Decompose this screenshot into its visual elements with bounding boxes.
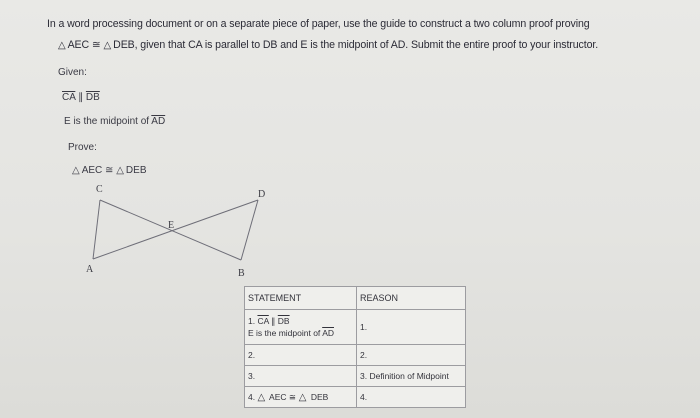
reason-cell-4: 4. — [357, 387, 466, 408]
proof-table — [244, 286, 466, 408]
statement-cell-3: 3. — [245, 366, 357, 387]
midpoint-text: E is the midpoint of — [64, 116, 152, 127]
segment-ca-line — [93, 200, 100, 259]
parallel-symbol: ∥ — [75, 92, 86, 103]
congruent-symbol: ≅ — [288, 391, 297, 402]
statement-header: STATEMENT — [245, 287, 357, 310]
table-row — [245, 366, 466, 387]
triangle-icon: △ — [116, 165, 124, 176]
table-row — [245, 387, 466, 408]
segment-ca: $\overline{CA}$ — [62, 92, 76, 103]
segment-ad: $\overline{AD}$ — [322, 328, 334, 338]
statement-1-midpoint — [248, 327, 353, 339]
given-heading: Given: — [58, 67, 87, 78]
triangle-aec-text: AEC — [81, 165, 103, 176]
instructions-rest-text: DEB, given that CA is parallel to DB and E is the midpoint of AD. Submit the entire proof to your instructor. — [113, 39, 599, 51]
table-row — [245, 310, 466, 345]
congruent-symbol: ≅ — [105, 165, 114, 176]
point-label-e: E — [168, 220, 175, 231]
triangle-icon: △ — [72, 165, 80, 176]
table-row — [245, 345, 466, 366]
table-header-row — [245, 287, 466, 310]
triangle-icon: △ — [58, 40, 66, 51]
reason-cell-2: 2. — [357, 345, 466, 366]
statement-cell-1 — [245, 310, 357, 345]
segment-db: $\overline{DB}$ — [85, 92, 100, 103]
triangle-deb-text: DEB — [308, 391, 329, 402]
point-label-d: D — [258, 189, 266, 200]
parallel-symbol: ∥ — [268, 316, 278, 326]
statement-cell-4 — [245, 387, 357, 408]
point-label-c: C — [96, 184, 103, 195]
midpoint-text: E is the midpoint of — [248, 328, 323, 338]
instructions-line-1: In a word processing document or on a separate piece of paper, use the guide to construct a two column proof proving — [47, 18, 590, 30]
prove-statement — [72, 165, 146, 176]
triangle-icon: △ — [257, 391, 266, 403]
row-number: 4. — [248, 391, 258, 402]
reason-cell-1: 1. — [357, 310, 466, 345]
statement-1-parallel — [248, 315, 353, 327]
instructions-line-2 — [58, 39, 598, 51]
triangle-deb-text: DEB — [125, 165, 147, 176]
reason-cell-3: 3. Definition of Midpoint — [357, 366, 466, 387]
segment-ad: $\overline{AD}$ — [151, 116, 166, 127]
point-label-b: B — [238, 268, 245, 279]
triangle-icon: △ — [103, 40, 112, 51]
reason-header: REASON — [357, 287, 466, 310]
triangle-aec-text: AEC — [67, 39, 90, 51]
segment-db: $\overline{DB}$ — [277, 316, 290, 326]
triangle-aec-text: AEC — [267, 391, 289, 402]
triangle-icon: △ — [296, 391, 307, 403]
segment-ad-line — [93, 200, 258, 259]
row-number: 1. — [248, 316, 258, 326]
segment-ca: $\overline{CA}$ — [257, 316, 269, 326]
point-label-a: A — [86, 264, 94, 275]
segment-db-line — [241, 200, 258, 260]
congruent-symbol: ≅ — [91, 39, 101, 51]
prove-heading: Prove: — [68, 142, 97, 153]
given-parallel-statement — [62, 92, 100, 103]
given-midpoint-statement — [64, 116, 165, 127]
statement-cell-2: 2. — [245, 345, 357, 366]
